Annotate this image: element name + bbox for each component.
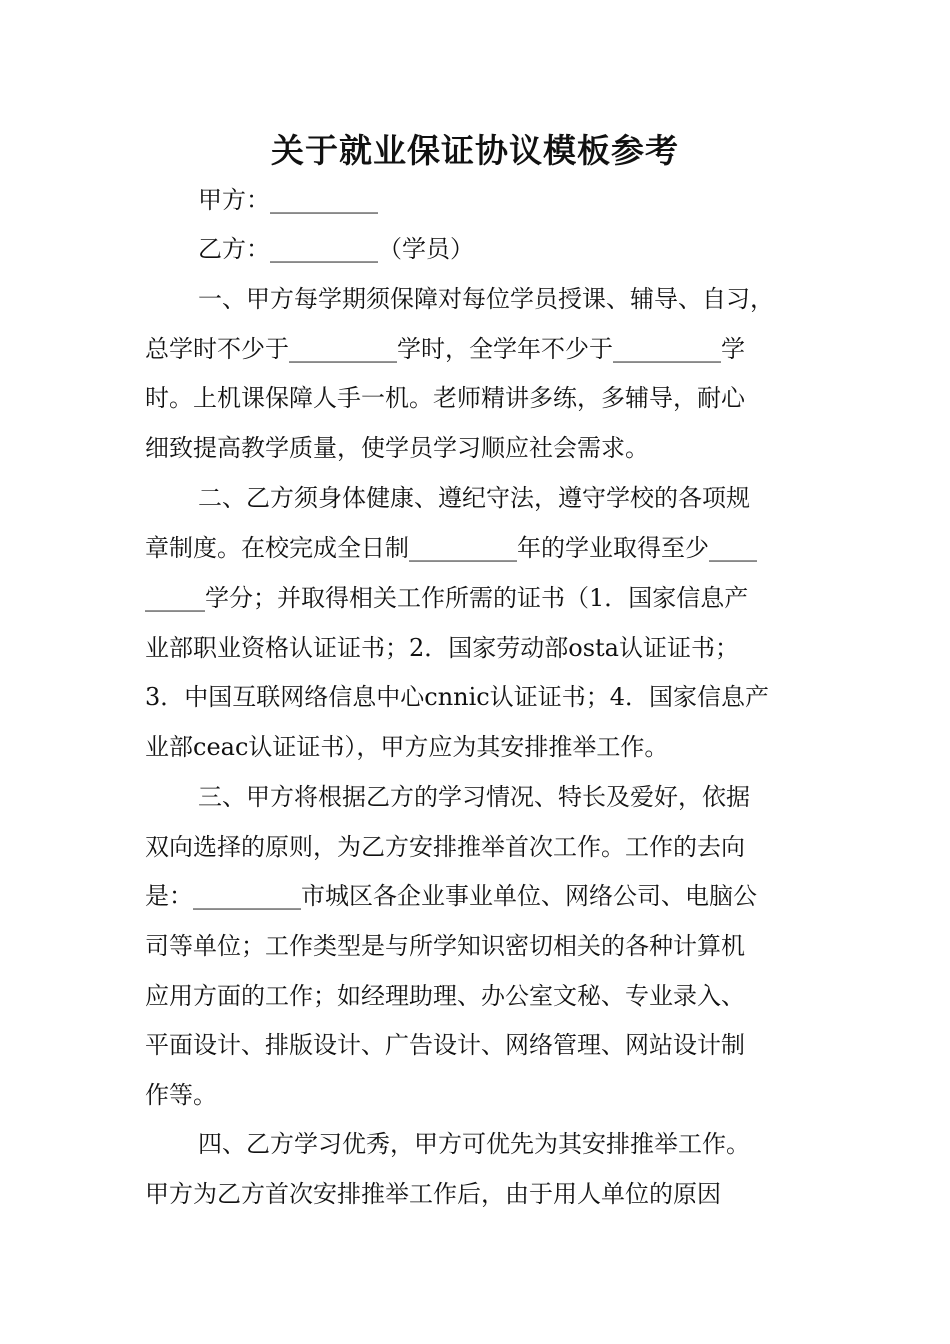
clause-3-line: 司等单位；工作类型是与所学知识密切相关的各种计算机 <box>145 932 745 960</box>
clause-4-line: 四、乙方学习优秀，甲方可优先为其安排推举工作。 <box>198 1130 750 1158</box>
clause-3-line: 平面设计、排版设计、广告设计、网络管理、网站设计制 <box>145 1031 745 1059</box>
clause-1-line: 细致提高教学质量，使学员学习顺应社会需求。 <box>145 434 649 462</box>
clause-2-line: _____学分；并取得相关工作所需的证书（1．国家信息产 <box>145 584 749 612</box>
clause-3-line: 双向选择的原则，为乙方安排推举首次工作。工作的去向 <box>145 833 745 861</box>
clause-3-line: 三、甲方将根据乙方的学习情况、特长及爱好，依据 <box>198 783 750 811</box>
clause-2-line: 业部职业资格认证证书；2．国家劳动部osta认证证书； <box>145 634 739 662</box>
clause-1-line: 总学时不少于_________学时，全学年不少于_________学 <box>145 335 745 363</box>
party-b-line: 乙方：_________（学员） <box>198 235 474 263</box>
party-a-line: 甲方：_________ <box>198 186 378 214</box>
clause-2-line: 章制度。在校完成全日制_________年的学业取得至少____ <box>145 534 757 562</box>
clause-3-line: 是：_________市城区各企业事业单位、网络公司、电脑公 <box>145 882 757 910</box>
clause-4-line: 甲方为乙方首次安排推举工作后，由于用人单位的原因 <box>145 1180 721 1208</box>
clause-1-line: 一、甲方每学期须保障对每位学员授课、辅导、自习， <box>198 285 774 313</box>
clause-2-line: 二、乙方须身体健康、遵纪守法，遵守学校的各项规 <box>198 484 750 512</box>
clause-3-line: 应用方面的工作；如经理助理、办公室文秘、专业录入、 <box>145 982 745 1010</box>
document-title: 关于就业保证协议模板参考 <box>271 131 679 170</box>
clause-3-line: 作等。 <box>145 1081 217 1109</box>
clause-2-line: 3．中国互联网络信息中心cnnic认证证书；4．国家信息产 <box>145 683 770 711</box>
clause-1-line: 时。上机课保障人手一机。老师精讲多练，多辅导，耐心 <box>145 384 745 412</box>
clause-2-line: 业部ceac认证证书），甲方应为其安排推举工作。 <box>145 733 669 761</box>
